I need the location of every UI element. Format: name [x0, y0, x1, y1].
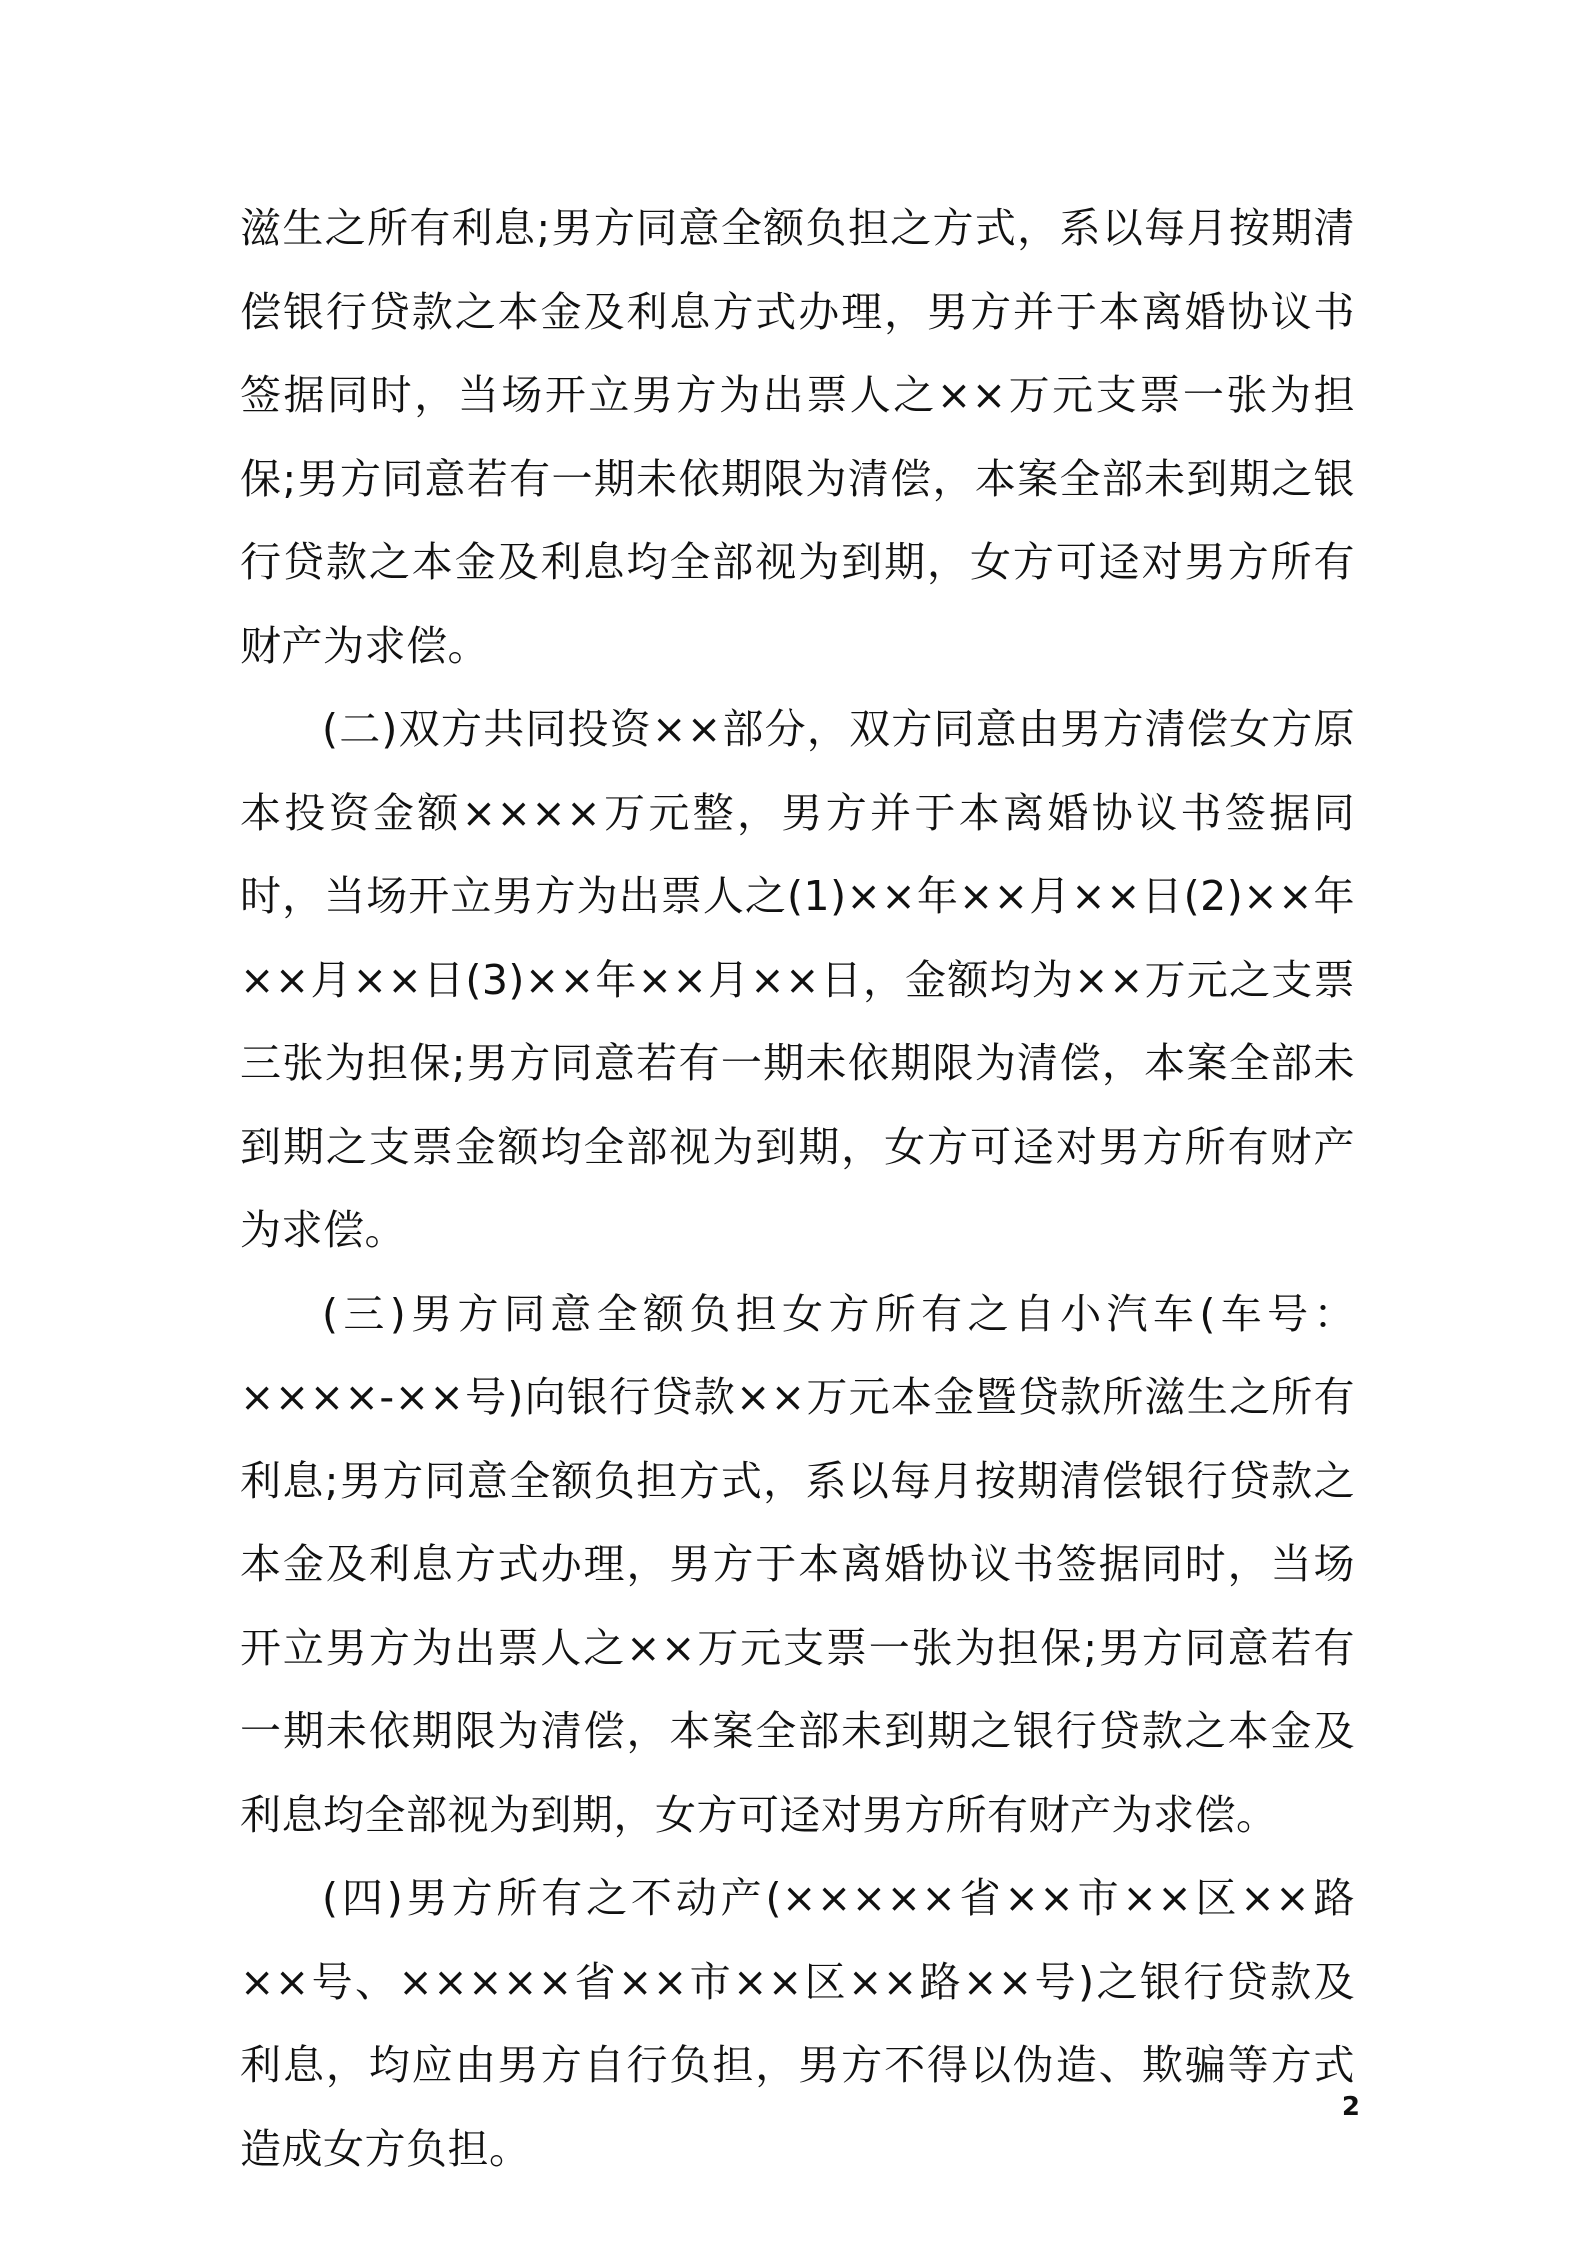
paragraph-two: (二)双方共同投资××部分，双方同意由男方清偿女方原本投资金额××××万元整，男方并于本离婚协议书签据同时，当场开立男方为出票人之(1)××年××月××日(2)××年××月××日(3)××年××月××日，金额均为××万元之支票三张为担保;男方同意若有一期未依期限为清偿，本案全部未到期之支票金额均全部视为到期，女方可迳对男方所有财产为求偿。: [240, 705, 1355, 1254]
paragraph-continuation: 滋生之所有利息;男方同意全额负担之方式，系以每月按期清偿银行贷款之本金及利息方式办理，男方并于本离婚协议书签据同时，当场开立男方为出票人之××万元支票一张为担保;男方同意若有一期未依期限为清偿，本案全部未到期之银行贷款之本金及利息均全部视为到期，女方可迳对男方所有财产为求偿。: [240, 204, 1355, 670]
paragraph-three: (三)男方同意全额负担女方所有之自小汽车(车号：××××-××号)向银行贷款××万元本金暨贷款所滋生之所有利息;男方同意全额负担方式，系以每月按期清偿银行贷款之本金及利息方式办理，男方于本离婚协议书签据同时，当场开立男方为出票人之××万元支票一张为担保;男方同意若有一期未依期限为清偿，本案全部未到期之银行贷款之本金及利息均全部视为到期，女方可迳对男方所有财产为求偿。: [240, 1289, 1355, 1839]
document-body: [240, 187, 1355, 2191]
paragraph-four: (四)男方所有之不动产(×××××省××市××区××路××号、×××××省××市××区××路××号)之银行贷款及利息，均应由男方自行负担，男方不得以伪造、欺骗等方式造成女方负担。: [240, 1874, 1355, 2173]
page-number: 2: [1341, 2092, 1360, 2122]
